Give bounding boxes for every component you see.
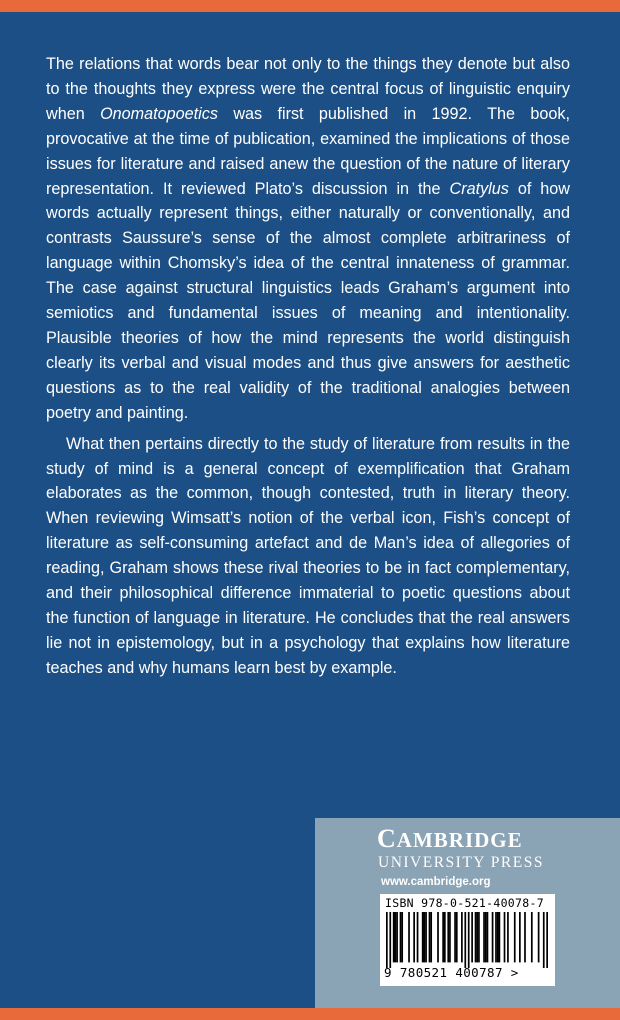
- barcode-bar: [543, 912, 545, 968]
- barcode-bar: [504, 912, 506, 962]
- barcode-bar: [471, 912, 473, 962]
- barcode-bar: [499, 912, 501, 962]
- barcode-bar: [487, 912, 489, 962]
- blurb-text: was first published in 1992. The book, provocative at the time of publication, examined the implications of those issues for literature and raised anew the question of the nature of literary representation. It reviewed Plato’s discussion in the: [46, 104, 570, 198]
- top-accent-stripe: [0, 0, 620, 12]
- barcode-bar: [492, 912, 494, 962]
- barcode-bar: [400, 912, 402, 962]
- barcode-bar: [495, 912, 497, 962]
- barcode-bar: [389, 912, 391, 968]
- barcode-bar: [454, 912, 456, 962]
- barcode-bar: [468, 912, 470, 968]
- barcode-bar: [524, 912, 526, 962]
- barcode-image: [386, 912, 548, 968]
- publisher-logo: [377, 824, 523, 854]
- barcode-bar: [437, 912, 439, 962]
- barcode-bar: [483, 912, 485, 962]
- barcode-bar: [429, 912, 431, 962]
- publisher-subtitle: UNIVERSITY PRESS: [378, 854, 544, 871]
- blurb-paragraph-2: What then pertains directly to the study of literature from results in the study of mind is a general concept of exemplification that Graham elaborates as the common, though contested, truth in literary theory. When reviewing Wimsatt’s notion of the verbal icon, Fish’s concept of literature as self-consuming artefact and de Man’s idea of allegories of reading, Graham shows these rival theories to be in fact complementary, and their philosophical difference immaterial to poetic questions about the function of language in literature. He concludes that the real answers lie not in epistemology, but in a psychology that explains how literature teaches and why humans learn best by example.: [46, 434, 570, 677]
- barcode-bar: [444, 912, 446, 962]
- dialogue-title: Cratylus: [449, 179, 509, 198]
- blurb-text: The relations that words bear not only to the things they denote but also to the thoughts they express were the central focus of linguistic enquiry when: [46, 55, 570, 123]
- publisher-box: [315, 818, 620, 1008]
- barcode-bar: [424, 912, 426, 962]
- book-title: Onomatopoetics: [100, 104, 218, 123]
- barcode-bar: [401, 912, 403, 962]
- barcode-bar: [461, 912, 463, 962]
- barcode-digits: 9 780521 400787 >: [384, 965, 519, 980]
- barcode-bar: [519, 912, 521, 962]
- barcode-bar: [396, 912, 398, 962]
- barcode-bar: [393, 912, 395, 962]
- barcode-bar: [475, 912, 477, 962]
- barcode-bar: [531, 912, 533, 962]
- barcode-bar: [476, 912, 478, 962]
- barcode-bar: [413, 912, 415, 962]
- barcode-bar: [449, 912, 451, 962]
- barcode-bar: [408, 912, 410, 962]
- barcode-bar: [497, 912, 499, 962]
- barcode-bar: [425, 912, 427, 962]
- barcode-bar: [546, 912, 548, 968]
- barcode-bar: [464, 912, 466, 968]
- barcode-bar: [386, 912, 388, 968]
- barcode-bar: [478, 912, 480, 962]
- blurb-paragraph-1: [46, 52, 570, 426]
- barcode-bar: [447, 912, 449, 962]
- publisher-website: www.cambridge.org: [381, 876, 491, 888]
- blurb-text: of how words actually represent things, either naturally or conventionally, and contrasts Saussure’s sense of the almost complete arbitrariness of language within Chomsky’s idea of the central innateness of grammar. The case against structural linguistics leads Graham’s argument into semiotics and fundamental issues of meaning and intentionality. Plausible theories of how the mind represents the world distinguish clearly its verbal and visual modes and thus give answers for aesthetic questions as to the real validity of the traditional analogies between poetry and painting.: [46, 179, 570, 422]
- barcode-bar: [417, 912, 419, 962]
- bottom-accent-stripe: [0, 1008, 620, 1020]
- barcode-bar: [485, 912, 487, 962]
- barcode-bar: [507, 912, 509, 962]
- back-cover-blurb: [46, 52, 570, 681]
- isbn-label: ISBN 978-0-521-40078-7: [385, 896, 544, 910]
- barcode-card: [380, 894, 555, 986]
- barcode-bar: [430, 912, 432, 962]
- barcode-bar: [456, 912, 458, 962]
- barcode-bar: [442, 912, 444, 962]
- barcode-bar: [395, 912, 397, 962]
- barcode-bar: [422, 912, 424, 962]
- logo-initial: C: [377, 824, 397, 853]
- logo-rest: AMBRIDGE: [396, 828, 523, 852]
- barcode-bar: [538, 912, 540, 962]
- barcode-bar: [514, 912, 516, 962]
